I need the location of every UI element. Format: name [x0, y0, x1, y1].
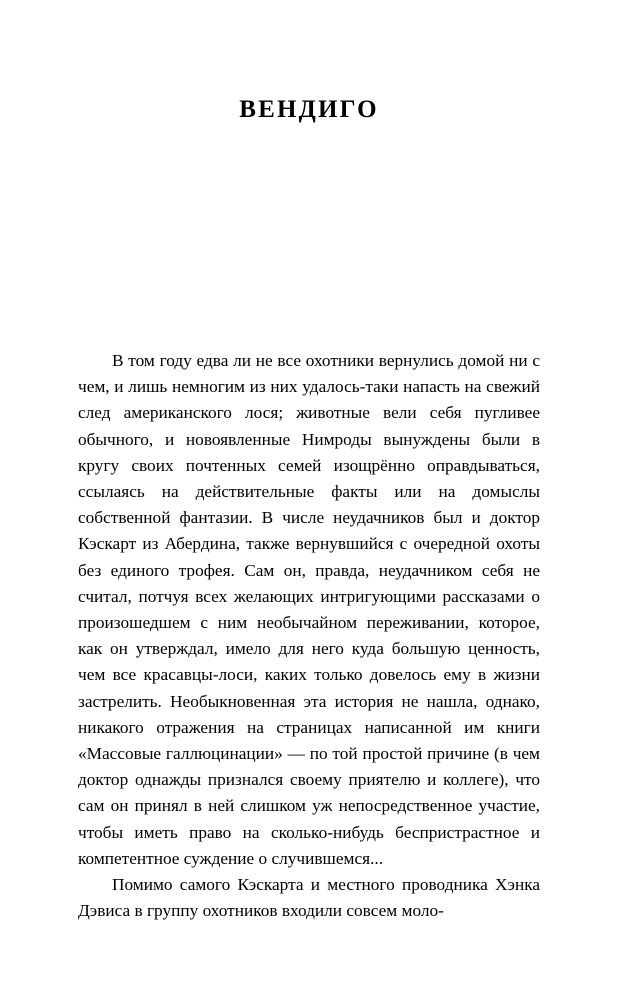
paragraph: В том году едва ли не все охотники вернулись домой ни с чем, и лишь немногим из них удалось-таки напасть на свежий след американского лося; животные вели себя пугливее обычного, и новоявленные Нимроды вынуждены были в кругу своих почтенных семей изощрённо оправдываться, ссылаясь на действительные факты или на домыслы собственной фантазии. В числе неудачников был и доктор Кэскарт из Абердина, также вернувшийся с очередной охоты без единого трофея. Сам он, правда, неудачником себя не считал, потчуя всех желающих интригующими рассказами о произошедшем с ним необычайном переживании, которое, как он утверждал, имело для него куда большую ценность, чем все красавцы-лоси, каких только довелось ему в жизни застрелить. Необыкновенная эта история не нашла, однако, никакого отражения на страницах написанной им книги «Массовые галлюцинации» — по той простой причине (в чем доктор однажды признался своему приятелю и коллеге), что сам он принял в ней слишком уж непосредственное участие, чтобы иметь право на сколько-нибудь беспристрастное и компетентное суждение о случившемся...: [78, 351, 540, 868]
page-title: ВЕНДИГО: [239, 96, 379, 123]
paragraph: Помимо самого Кэскарта и местного проводника Хэнка Дэвиса в группу охотников входили совсем моло-: [78, 875, 540, 921]
chapter-title-block: [0, 96, 618, 124]
body-text-block: [78, 348, 540, 924]
